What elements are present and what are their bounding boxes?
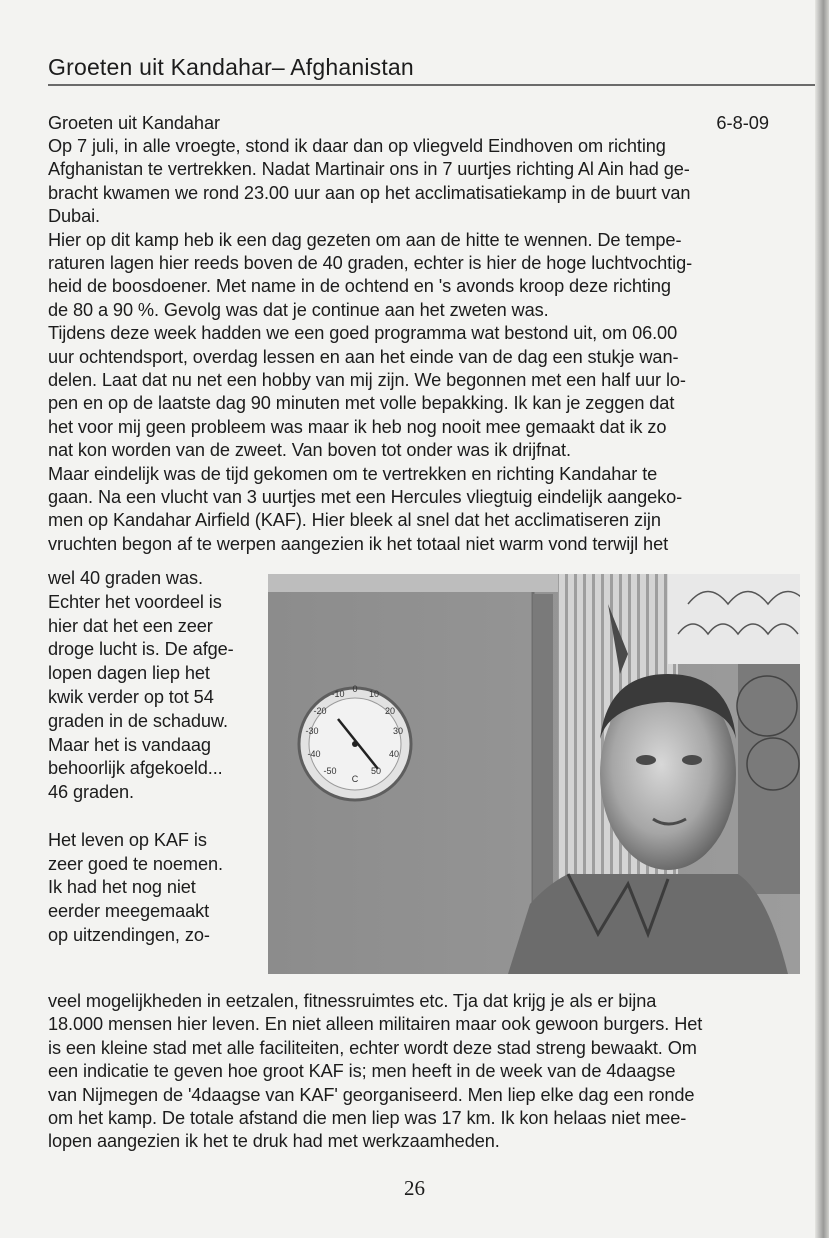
text-line: de 80 a 90 %. Gevolg was dat je continue aan het zweten was. bbox=[48, 299, 549, 320]
photo-image bbox=[268, 574, 800, 974]
text-line: Echter het voordeel is bbox=[48, 591, 222, 612]
text-line: nat kon worden van de zweet. Van boven tot onder was ik drijfnat. bbox=[48, 440, 571, 461]
thermometer-label: -50 bbox=[323, 766, 337, 776]
text-line: van Nijmegen de '4daagse van KAF' georganiseerd. Men liep elke dag een ronde bbox=[48, 1084, 695, 1105]
text-line: raturen lagen hier reeds boven de 40 graden, echter is hier de hoge luchtvochtig- bbox=[48, 253, 693, 273]
thermometer-label: 50 bbox=[370, 766, 382, 776]
thermometer-label: 40 bbox=[388, 749, 400, 759]
text-line: vruchten begon af te werpen aangezien ik het totaal niet warm vond terwijl het bbox=[48, 533, 669, 554]
text-line: wel 40 graden was. bbox=[48, 568, 203, 588]
text-line: behoorlijk afgekoeld... bbox=[48, 758, 223, 779]
thermometer-label: -20 bbox=[313, 706, 327, 716]
text-line: gaan. Na een vlucht van 3 uurtjes met een Hercules vliegtuig eindelijk aangeko- bbox=[48, 487, 683, 507]
text-line: 46 graden. bbox=[48, 782, 134, 803]
text-line: eerder meegemaakt bbox=[48, 901, 210, 922]
text-line: hier dat het een zeer bbox=[48, 615, 213, 636]
text-line: Het leven op KAF is bbox=[48, 829, 207, 850]
text-line: op uitzendingen, zo- bbox=[48, 925, 210, 945]
thermometer-label: 20 bbox=[384, 706, 396, 716]
thermometer-label: -10 bbox=[331, 689, 345, 699]
text-line: lopen dagen liep het bbox=[48, 663, 210, 684]
text-line: uur ochtendsport, overdag lessen en aan het einde van de dag een stukje wan- bbox=[48, 346, 679, 367]
text-line: is een kleine stad met alle faciliteiten, echter wordt deze stad streng bewaakt. Om bbox=[48, 1037, 697, 1058]
text-line: veel mogelijkheden in eetzalen, fitnessruimtes etc. Tja dat krijg je als er bijna bbox=[48, 991, 657, 1011]
text-line: delen. Laat dat nu net een hobby van mij zijn. We begonnen met een half uur lo- bbox=[48, 370, 686, 390]
letter-heading: Groeten uit Kandahar bbox=[48, 113, 220, 133]
text-line: men op Kandahar Airfield (KAF). Hier bleek al snel dat het acclimatiseren zijn bbox=[48, 510, 661, 531]
text-line: het voor mij geen probleem was maar ik heb nog nooit mee gemaakt dat ik zo bbox=[48, 416, 667, 437]
text-line: Maar het is vandaag bbox=[48, 734, 211, 755]
text-line: zeer goed te noemen. bbox=[48, 853, 223, 874]
text-line: Op 7 juli, in alle vroegte, stond ik daar dan op vliegveld Eindhoven om richting bbox=[48, 136, 666, 156]
page-edge-shadow bbox=[815, 0, 829, 1238]
text-line: heid de boosdoener. Met name in de ochtend en 's avonds kroop deze richting bbox=[48, 276, 671, 297]
letter-date: 6-8-09 bbox=[716, 113, 769, 133]
text-line: Afghanistan te vertrekken. Nadat Martinair ons in 7 uurtjes richting Al Ain had ge- bbox=[48, 159, 690, 180]
photo-soldier-with-thermometer bbox=[268, 574, 800, 974]
page-number: 26 bbox=[404, 1176, 425, 1200]
text-line: Hier op dit kamp heb ik een dag gezeten om aan de hitte te wennen. De tempe- bbox=[48, 229, 682, 250]
text-line: kwik verder op tot 54 bbox=[48, 687, 214, 707]
thermometer-label: C bbox=[351, 774, 359, 784]
thermometer-label: 30 bbox=[392, 726, 404, 736]
text-line: Ik had het nog niet bbox=[48, 877, 196, 898]
text-line: Tijdens deze week hadden we een goed programma wat bestond uit, om 06.00 bbox=[48, 323, 678, 344]
text-line: Maar eindelijk was de tijd gekomen om te vertrekken en richting Kandahar te bbox=[48, 463, 658, 484]
text-line: bracht kwamen we rond 23.00 uur aan op het acclimatisatiekamp in de buurt van bbox=[48, 182, 691, 203]
text-line: pen en op de laatste dag 90 minuten met volle bepakking. Ik kan je zeggen dat bbox=[48, 393, 675, 414]
text-line: een indicatie te geven hoe groot KAF is; men heeft in de week van de 4daagse bbox=[48, 1061, 676, 1082]
page-header-title: Groeten uit Kandahar– Afghanistan bbox=[48, 54, 414, 80]
text-line: Dubai. bbox=[48, 206, 100, 227]
text-line: graden in de schaduw. bbox=[48, 710, 228, 731]
text-line: om het kamp. De totale afstand die men liep was 17 km. Ik kon helaas niet mee- bbox=[48, 1108, 687, 1128]
text-line: droge lucht is. De afge- bbox=[48, 639, 234, 660]
thermometer-label: -30 bbox=[305, 726, 319, 736]
header-divider bbox=[48, 84, 825, 86]
thermometer-label: 0 bbox=[352, 684, 358, 694]
thermometer-label: 10 bbox=[368, 689, 380, 699]
thermometer-label: -40 bbox=[307, 749, 321, 759]
text-line: 18.000 mensen hier leven. En niet alleen militairen maar ook gewoon burgers. Het bbox=[48, 1014, 703, 1035]
text-line: lopen aangezien ik het te druk had met werkzaamheden. bbox=[48, 1131, 500, 1152]
